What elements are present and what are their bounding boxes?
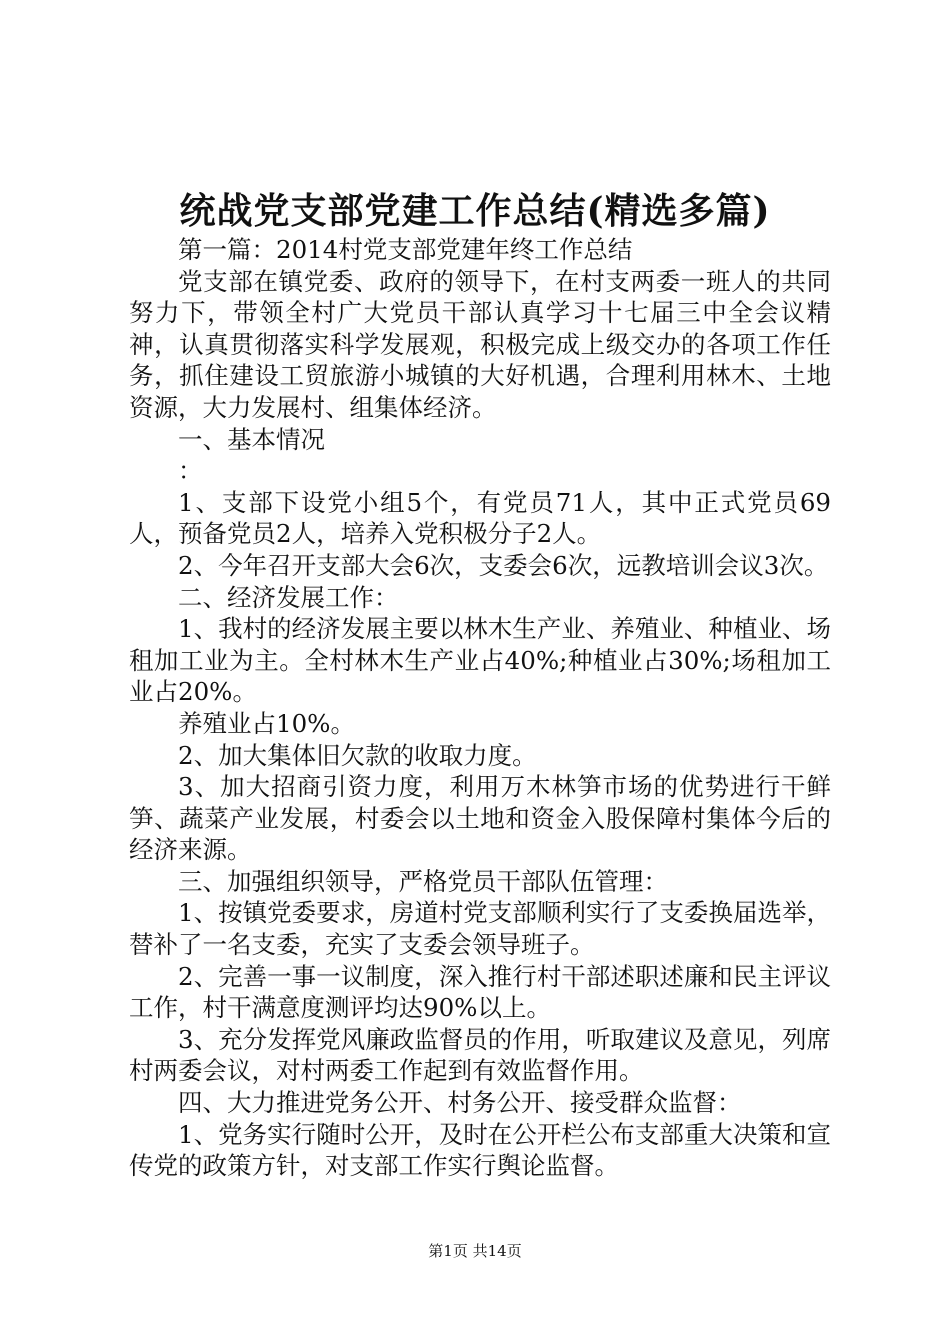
section-heading: 四、大力推进党务公开、村务公开、接受群众监督： [178,1088,742,1118]
paragraph: 2、完善一事一议制度，深入推行村干部述职述廉和民主评议工作，村干满意度测评均达90%以上。 [129,961,831,1023]
paragraph: 3、加大招商引资力度，利用万木林笋市场的优势进行干鲜笋、蔬菜产业发展，村委会以土地和资金入股保障村集体今后的经济来源。 [129,772,831,865]
section-heading: 二、经济发展工作： [178,582,399,612]
paragraph: 1、支部下设党小组5个，有党员71人，其中正式党员69人，预备党员2人，培养入党积极分子2人。 [129,487,831,549]
paragraph: 第一篇：2014村党支部党建年终工作总结 [178,235,633,264]
paragraph: 1、按镇党委要求，房道村党支部顺利实行了支委换届选举，替补了一名支委，充实了支委会领导班子。 [129,898,831,960]
paragraph: 2、加大集体旧欠款的收取力度。 [178,740,537,770]
section-heading: 三、加强组织领导，严格党员干部队伍管理： [178,866,668,896]
paragraph: ： [178,456,203,486]
paragraph: 党支部在镇党委、政府的领导下，在村支两委一班人的共同努力下，带领全村广大党员干部认真学习十七届三中全会议精神，认真贯彻落实科学发展观，积极完成上级交办的各项工作任务，抓住建设工贸旅游小城镇的大好机遇，合理利用林木、土地资源，大力发展村、组集体经济。 [129,266,831,422]
section-heading: 一、基本情况 [178,424,325,454]
paragraph: 养殖业占10%。 [178,708,355,738]
paragraph: 3、充分发挥党风廉政监督员的作用，听取建议及意见，列席村两委会议，对村两委工作起到有效监督作用。 [129,1024,831,1086]
document-title: 统战党支部党建工作总结(精选多篇) [179,190,771,232]
document-body [129,234,831,1182]
paragraph: 1、我村的经济发展主要以林木生产业、养殖业、种植业、场租加工业为主。全村林木生产业占40%;种植业占30%;场租加工业占20%。 [129,614,831,707]
paragraph: 1、党务实行随时公开，及时在公开栏公布支部重大决策和宣传党的政策方针，对支部工作实行舆论监督。 [129,1119,831,1181]
page-number-footer: 第1页 共14页 [428,1242,522,1260]
paragraph: 2、今年召开支部大会6次，支委会6次，远教培训会议3次。 [178,550,829,580]
